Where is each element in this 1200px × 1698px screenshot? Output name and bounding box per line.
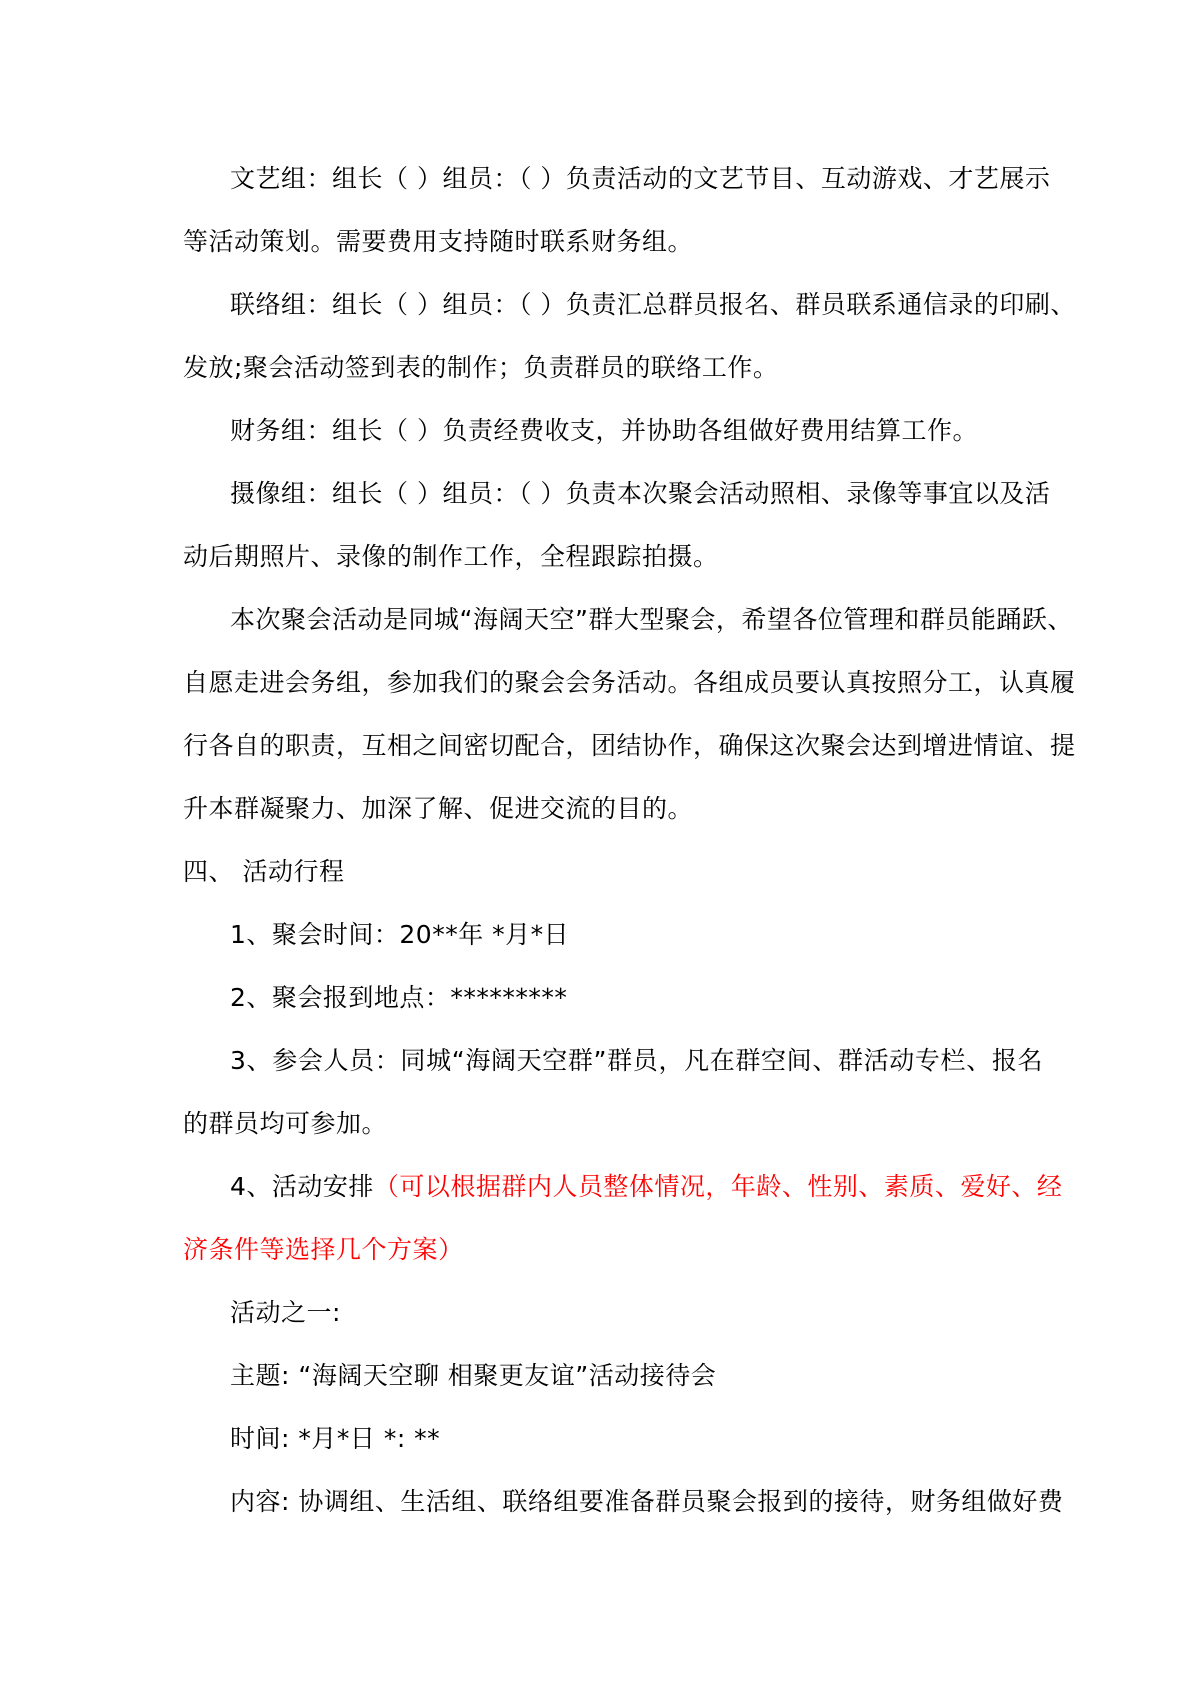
- activity-time: 时间: *月*日 *: **: [230, 1424, 441, 1453]
- summary-paragraph-line-2: 自愿走进会务组，参加我们的聚会会务活动。各组成员要认真按照分工，认真履: [183, 668, 1076, 697]
- item-meeting-location: 2、聚会报到地点：*********: [230, 983, 568, 1012]
- item-participants-line-1: 3、参会人员：同城“海阔天空群”群员，凡在群空间、群活动专栏、报名: [230, 1046, 1043, 1075]
- wenyi-group-line-1: 文艺组：组长（ ）组员：（ ）负责活动的文艺节目、互动游戏、才艺展示: [230, 164, 1051, 193]
- summary-paragraph-line-4: 升本群凝聚力、加深了解、促进交流的目的。: [183, 794, 694, 823]
- section-heading-schedule: 四、 活动行程: [183, 857, 345, 886]
- lianluo-group-line-1: 联络组：组长（ ）组员：（ ）负责汇总群员报名、群员联系通信录的印刷、: [230, 290, 1076, 319]
- item-meeting-time: 1、聚会时间：20**年 *月*日: [230, 920, 570, 949]
- lianluo-group-line-2: 发放;聚会活动签到表的制作；负责群员的联络工作。: [183, 353, 779, 382]
- summary-paragraph-line-3: 行各自的职责，互相之间密切配合，团结协作，确保这次聚会达到增进情谊、提: [183, 731, 1076, 760]
- activity-arrangement-note-line-2: 济条件等选择几个方案）: [183, 1235, 464, 1264]
- wenyi-group-line-2: 等活动策划。需要费用支持随时联系财务组。: [183, 227, 694, 256]
- shexiang-group-line-2: 动后期照片、录像的制作工作，全程跟踪拍摄。: [183, 542, 719, 571]
- activity-content: 内容: 协调组、生活组、联络组要准备群员聚会报到的接待，财务组做好费: [230, 1487, 1064, 1516]
- shexiang-group-line-1: 摄像组：组长（ ）组员：（ ）负责本次聚会活动照相、录像等事宜以及活: [230, 479, 1051, 508]
- summary-paragraph-line-1: 本次聚会活动是同城“海阔天空”群大型聚会，希望各位管理和群员能踊跃、: [230, 605, 1073, 634]
- item-activity-arrangement: [230, 1167, 1063, 1207]
- activity-arrangement-note: （可以根据群内人员整体情况，年龄、性别、素质、爱好、经: [373, 1172, 1063, 1201]
- activity-one-heading: 活动之一:: [230, 1298, 341, 1327]
- caiwu-group-line: 财务组：组长（ ）负责经费收支，并协助各组做好费用结算工作。: [230, 416, 978, 445]
- activity-theme: 主题: “海阔天空聊 相聚更友谊”活动接待会: [230, 1361, 717, 1390]
- activity-arrangement-label: 4、活动安排: [230, 1172, 374, 1201]
- item-participants-line-2: 的群员均可参加。: [183, 1109, 388, 1138]
